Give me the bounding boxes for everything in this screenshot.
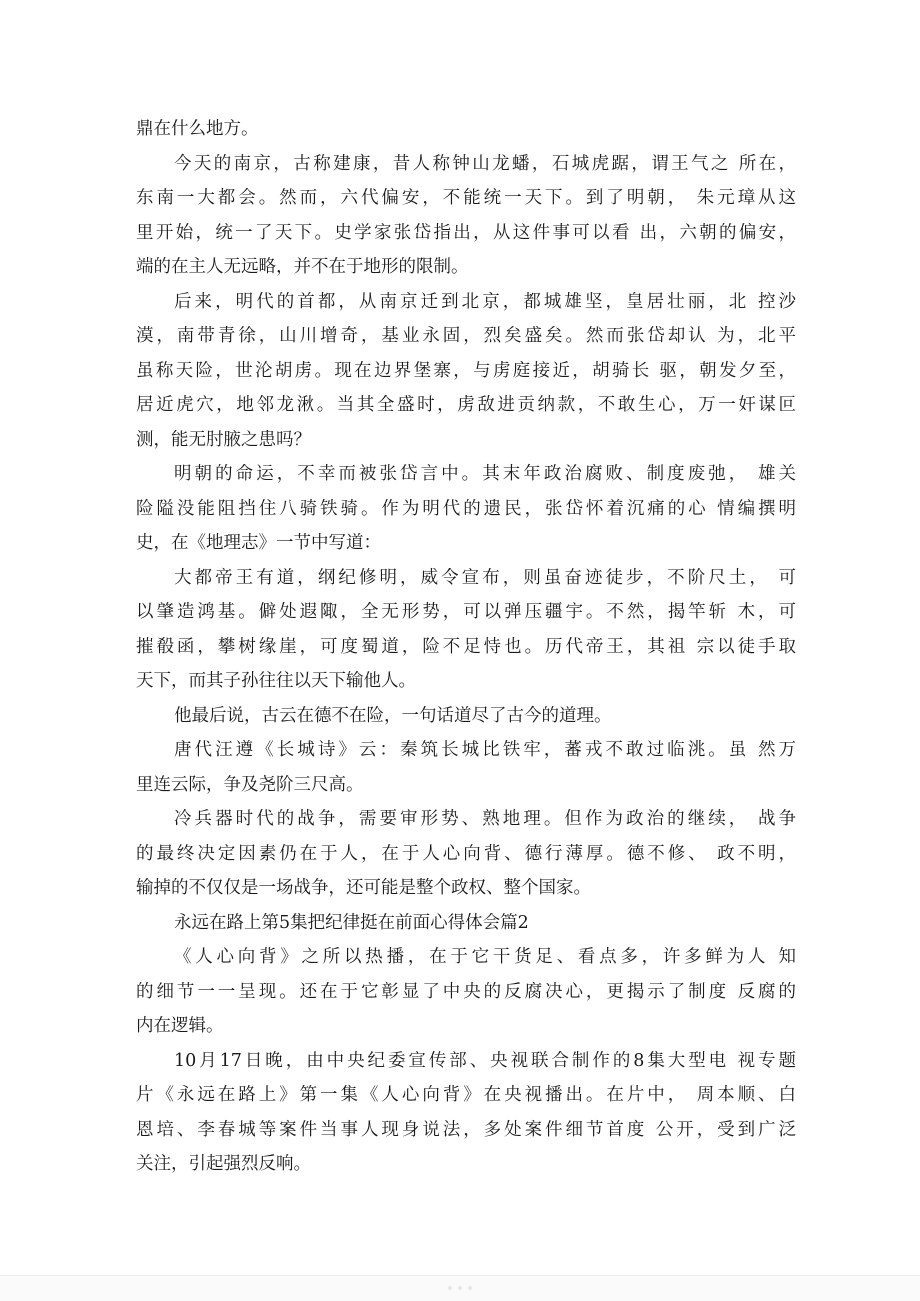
text-line: 鼎在什么地方。: [136, 119, 259, 139]
paragraph: [136, 147, 796, 285]
text-line: 端的在主人无远略，并不在于地形的限制。: [136, 257, 469, 277]
footer-dot: [448, 1286, 452, 1290]
text-line: 里连云际，争及尧阶三尺高。: [136, 774, 364, 795]
text-line: 的细节一一呈现。还在于它彰显了中央的反腐决心，更揭示了制度 反腐的: [136, 981, 796, 1002]
text-line: 的最终决定因素仍在于人，在于人心向背、德行薄厚。德不修、 政不明，: [136, 843, 796, 864]
paragraph: [136, 112, 796, 147]
text-line: 摧殽函，攀树缘崖，可度蜀道，险不足恃也。历代帝王，其祖 宗以徒手取: [136, 636, 796, 657]
footer-decoration: [0, 1275, 920, 1301]
footer-dot: [468, 1286, 472, 1290]
text-line: 内在逻辑。: [136, 1016, 224, 1036]
text-line: 今天的南京，古称建康，昔人称钟山龙蟠，石城虎踞，谓王气之 所在，: [174, 153, 796, 174]
text-line: 关注，引起强烈反响。: [136, 1154, 311, 1174]
text-line: 恩培、李春城等案件当事人现身说法，多处案件细节首度 公开，受到广泛: [136, 1119, 796, 1140]
text-line: 居近虎穴，地邻龙湫。当其全盛时，虏敌进贡纳款，不敢生心，万一奸谋叵: [136, 395, 796, 415]
paragraph: [136, 457, 796, 561]
text-line: 10月17日晚，由中央纪委宣传部、央视联合制作的8集大型电 视专题: [174, 1050, 796, 1071]
text-line: 测，能无肘腋之患吗？: [136, 429, 311, 450]
text-line: 以肇造鸿基。僻处遐陬，全无形势，可以弹压疆宇。不然，揭竿斩 木，可: [136, 602, 796, 622]
paragraph: [136, 802, 796, 906]
text-line: 他最后说，古云在德不在险，一句话道尽了古今的道理。: [174, 705, 612, 726]
text-line: 永远在路上第5集把纪律挺在前面心得体会篇2: [174, 912, 529, 933]
paragraph: [136, 699, 796, 734]
footer-dot: [458, 1286, 462, 1290]
text-line: 输掉的不仅仅是一场战争，还可能是整个政权、整个国家。: [136, 878, 591, 898]
paragraph: [136, 940, 796, 1044]
document-body: [136, 112, 796, 1182]
paragraph: [136, 1044, 796, 1182]
text-line: 天下，而其子孙往往以天下输他人。: [136, 671, 416, 691]
text-line: 明朝的命运，不幸而被张岱言中。其末年政治腐败、制度废弛， 雄关: [174, 464, 796, 484]
text-line: 唐代汪遵《长城诗》云：秦筑长城比铁牢，蕃戎不敢过临洮。虽 然万: [174, 740, 796, 760]
text-line: 史，在《地理志》一节中写道：: [136, 533, 381, 553]
paragraph: [136, 733, 796, 802]
paragraph: [136, 285, 796, 458]
paragraph: [136, 906, 796, 941]
text-line: 冷兵器时代的战争，需要审形势、熟地理。但作为政治的继续， 战争: [174, 809, 796, 829]
text-line: 东南一大都会。然而，六代偏安，不能统一天下。到了明朝， 朱元璋从这: [136, 188, 796, 208]
text-line: 漠，南带青徐，山川增奇，基业永固，烈矣盛矣。然而张岱却认 为，北平: [136, 326, 796, 346]
paragraph: [136, 561, 796, 699]
text-line: 后来，明代的首都，从南京迁到北京，都城雄坚，皇居壮丽，北 控沙: [174, 291, 796, 312]
text-line: 里开始，统一了天下。史学家张岱指出，从这件事可以看 出，六朝的偏安，: [136, 222, 796, 243]
page-footer-bar: [0, 1275, 920, 1301]
text-line: 险隘没能阻挡住八骑铁骑。作为明代的遗民，张岱怀着沉痛的心 情编撰明: [136, 498, 796, 519]
text-line: 大都帝王有道，纲纪修明，威令宣布，则虽奋迹徒步，不阶尺土， 可: [174, 567, 796, 588]
text-line: 虽称天险，世沦胡虏。现在边界堡寨，与虏庭接近，胡骑长 驱，朝发夕至，: [136, 360, 796, 381]
text-line: 片《永远在路上》第一集《人心向背》在央视播出。在片中， 周本顺、白: [136, 1085, 796, 1105]
text-line: 《人心向背》之所以热播，在于它干货足、看点多，许多鲜为人 知: [174, 947, 796, 967]
